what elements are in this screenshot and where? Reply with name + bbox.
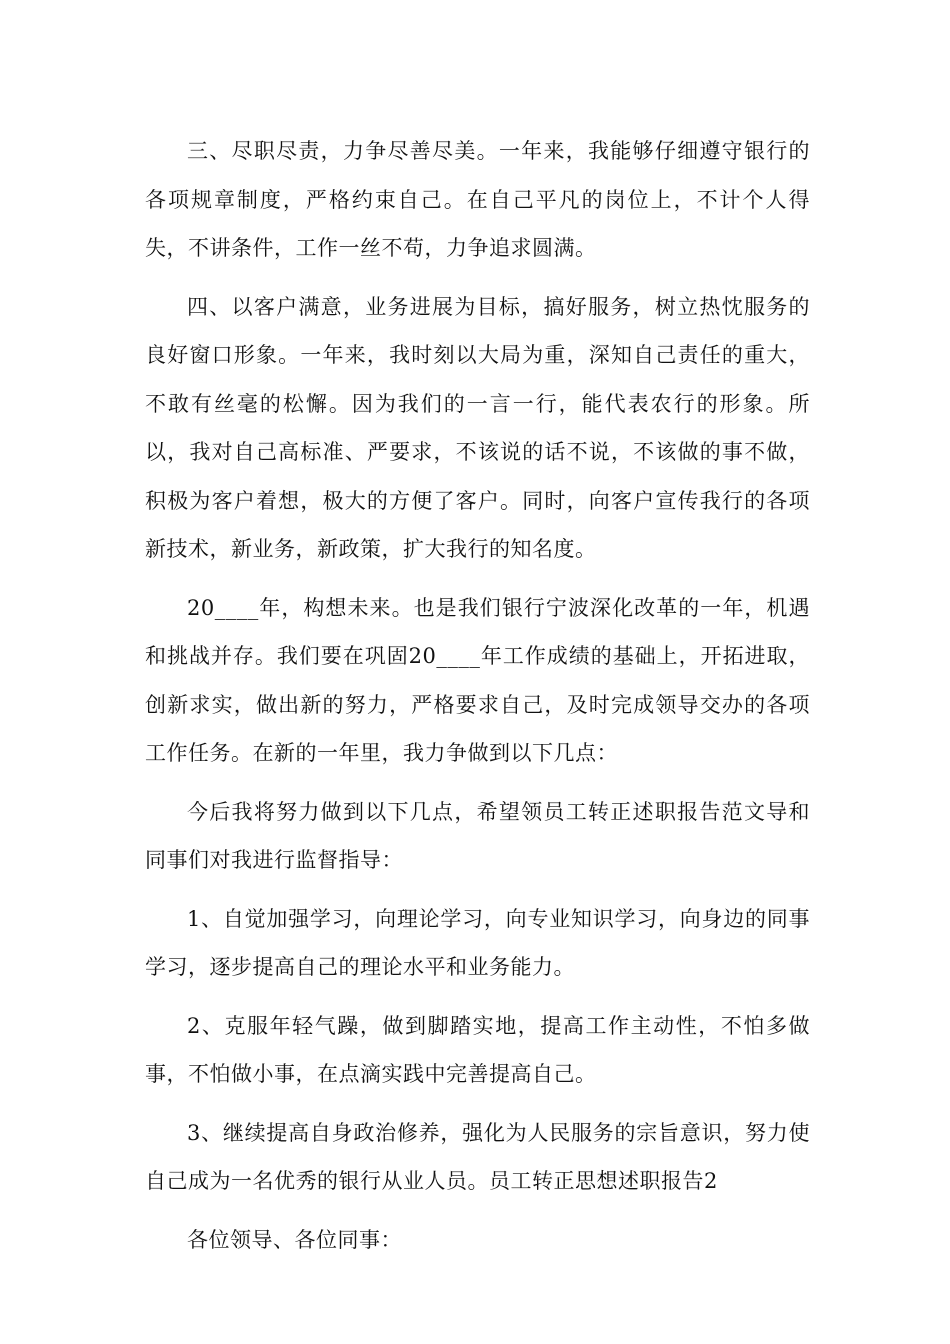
paragraph-section-3: 三、尽职尽责，力争尽善尽美。一年来，我能够仔细遵守银行的各项规章制度，严格约束自己。在自己平凡的岗位上，不计个人得失，不讲条件，工作一丝不苟，力争追求圆满。 <box>145 139 810 260</box>
paragraph-salutation: 各位领导、各位同事： <box>187 1227 402 1252</box>
paragraph-section-4: 四、以客户满意，业务进展为目标，搞好服务，树立热忱服务的良好窗口形象。一年来，我时刻以大局为重，深知自己责任的重大，不敢有丝毫的松懈。因为我们的一言一行，能代表农行的形象。所以，我对自己高标准、严要求，不该说的话不说，不该做的事不做，积极为客户着想，极大的方便了客户。同时，向客户宣传我行的各项新技术，新业务，新政策，扩大我行的知名度。 <box>145 294 810 561</box>
paragraph-intro-points: 今后我将努力做到以下几点，希望领员工转正述职报告范文导和同事们对我进行监督指导： <box>145 799 810 872</box>
document-body <box>145 127 810 1274</box>
paragraph-point-2: 2、克服年轻气躁，做到脚踏实地，提高工作主动性，不怕多做事，不怕做小事，在点滴实践中完善提高自己。 <box>145 1013 810 1086</box>
paragraph-future-plan: 20____年，构想未来。也是我们银行宁波深化改革的一年，机遇和挑战并存。我们要在巩固20____年工作成绩的基础上，开拓进取，创新求实，做出新的努力，严格要求自己，及时完成领导交办的各项工作任务。在新的一年里，我力争做到以下几点： <box>145 595 810 765</box>
paragraph-point-1: 1、自觉加强学习，向理论学习，向专业知识学习，向身边的同事学习，逐步提高自己的理论水平和业务能力。 <box>145 906 810 979</box>
paragraph-point-3: 3、继续提高自身政治修养，强化为人民服务的宗旨意识，努力使自己成为一名优秀的银行从业人员。员工转正思想述职报告2 <box>145 1120 810 1193</box>
